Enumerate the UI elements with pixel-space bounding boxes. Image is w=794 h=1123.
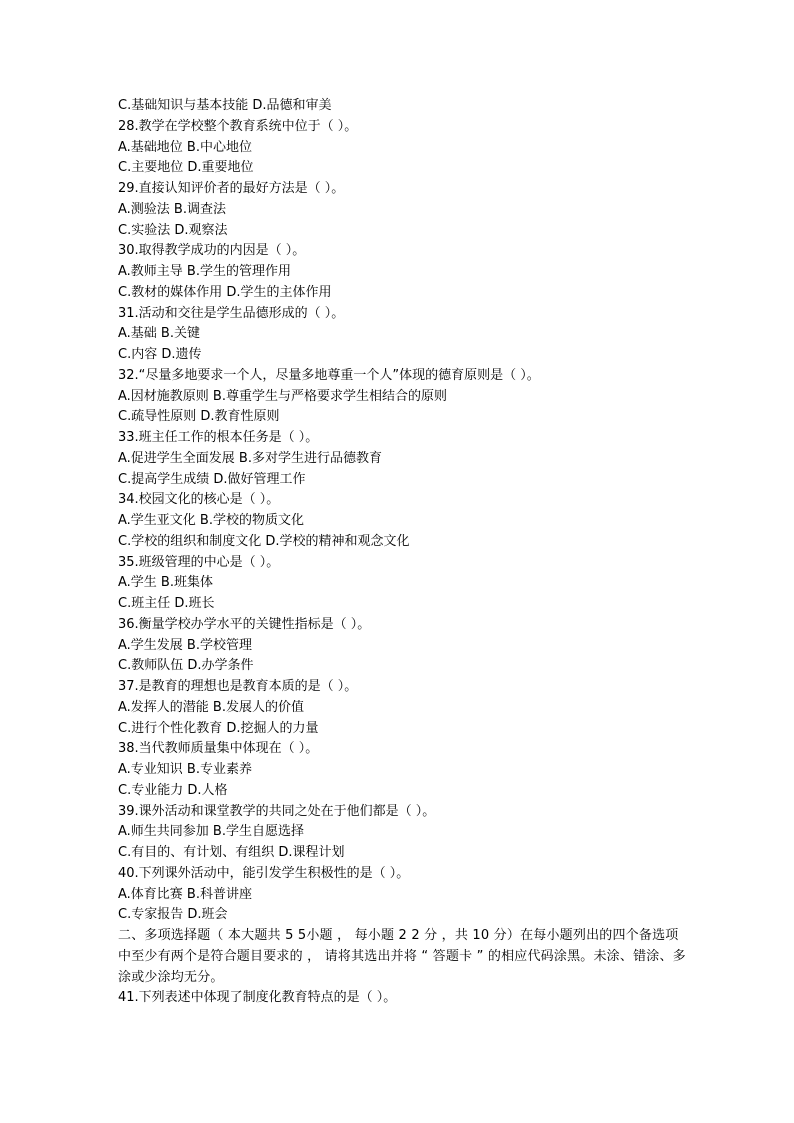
question-line: 38.当代教师质量集中体现在（ ）。	[118, 741, 319, 757]
option-line: A.学生 B.班集体	[118, 575, 213, 591]
option-line: A.基础地位 B.中心地位	[118, 139, 252, 155]
question-line: 36.衡量学校办学水平的关键性指标是（ ）。	[118, 616, 371, 632]
option-line: A.基础 B.关键	[118, 326, 200, 342]
option-line: A.师生共同参加 B.学生自愿选择	[118, 824, 304, 840]
question-line: 30.取得教学成功的内因是（ ）。	[118, 243, 306, 259]
option-line: C.学校的组织和制度文化 D.学校的精神和观念文化	[118, 533, 410, 549]
question-line: 29.直接认知评价者的最好方法是（ ）。	[118, 181, 345, 196]
option-line: A.学生发展 B.学校管理	[118, 637, 252, 653]
question-line: 35.班级管理的中心是（ ）。	[118, 554, 280, 570]
question-line: 32.“尽量多地要求一个人，尽量多地尊重一个人”体现的德育原则是（ ）。	[118, 367, 540, 383]
option-line: C.教材的媒体作用 D.学生的主体作用	[118, 284, 332, 300]
option-line: C.基础知识与基本技能 D.品德和审美	[118, 98, 332, 113]
option-line: C.实验法 D.观察法	[118, 222, 228, 238]
option-line: A.体育比赛 B.科普讲座	[118, 886, 252, 902]
question-line: 33.班主任工作的根本任务是（ ）。	[118, 430, 319, 445]
document-page	[118, 96, 688, 1009]
option-line: C.班主任 D.班长	[118, 596, 215, 611]
question-line: 34.校园文化的核心是（ ）。	[118, 492, 280, 508]
question-line: 39.课外活动和课堂教学的共同之处在于他们都是（ ）。	[118, 803, 436, 819]
option-line: C.提高学生成绩 D.做好管理工作	[118, 471, 306, 487]
option-line: C.疏导性原则 D.教育性原则	[118, 409, 280, 425]
option-line: A.专业知识 B.专业素养	[118, 762, 252, 777]
question-line: 28.教学在学校整个教育系统中位于（ ）。	[118, 118, 358, 134]
option-line: C.教师队伍 D.办学条件	[118, 658, 254, 674]
option-line: C.专家报告 D.班会	[118, 907, 228, 923]
question-line: 40.下列课外活动中，能引发学生积极性的是（ ）。	[118, 865, 410, 881]
option-line: C.进行个性化教育 D.挖掘人的力量	[118, 720, 319, 736]
option-line: A.促进学生全面发展 B.多对学生进行品德教育	[118, 450, 382, 466]
option-line: C.专业能力 D.人格	[118, 782, 228, 798]
question-line: 31.活动和交往是学生品德形成的（ ）。	[118, 305, 345, 321]
question-line: 41.下列表述中体现了制度化教育特点的是（ ）。	[118, 990, 397, 1006]
option-line: C.有目的、有计划、有组织 D.课程计划	[118, 845, 345, 860]
option-line: A.发挥人的潜能 B.发展人的价值	[118, 699, 304, 715]
option-line: A.测验法 B.调查法	[118, 201, 226, 217]
option-line: A.学生亚文化 B.学校的物质文化	[118, 513, 304, 528]
option-line: C.主要地位 D.重要地位	[118, 160, 254, 176]
option-line: A.因材施教原则 B.尊重学生与严格要求学生相结合的原则	[118, 388, 447, 404]
option-line: C.内容 D.遗传	[118, 347, 202, 362]
section-instructions: 二、多项选择题（ 本大题共 5 5小题 ， 每小题 2 2 分 ，共 10 分）在每小题列出的四个备选项中至少有两个是符合题目要求的 ， 请将其选出并将 “ 答题卡 ” 的相应代码涂黑。未涂、错涂、多涂或少涂均无分。	[118, 928, 686, 985]
option-line: A.教师主导 B.学生的管理作用	[118, 264, 291, 279]
question-line: 37.是教育的理想也是教育本质的是（ ）。	[118, 679, 358, 694]
